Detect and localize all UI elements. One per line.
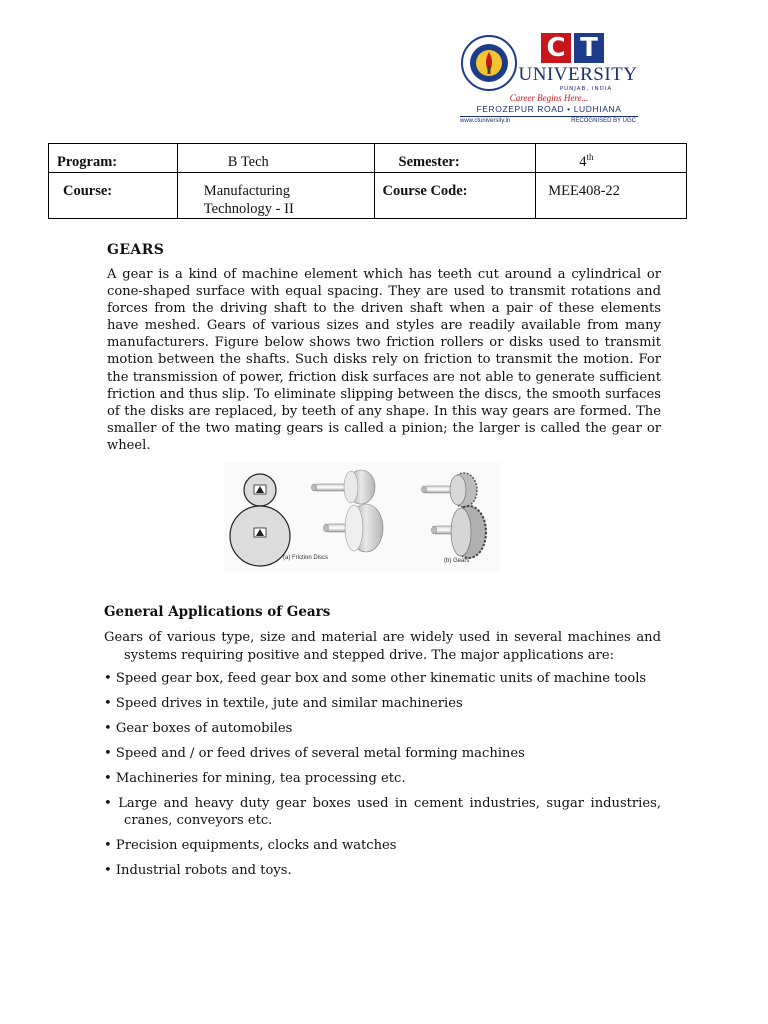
course-code-value: MEE408-22: [548, 183, 620, 199]
course-value: [178, 173, 374, 218]
gears-3d: [422, 473, 487, 558]
logo-recognition: RECOGNISED BY UGC: [571, 118, 636, 124]
list-item: • Speed drives in textile, jute and similar machineries: [104, 696, 463, 711]
logo-divider: [460, 116, 638, 117]
logo-letter-c: C: [541, 33, 571, 63]
program-label: Program:: [57, 154, 118, 170]
logo-state: PUNJAB, INDIA: [559, 86, 613, 92]
university-seal-icon: [461, 35, 517, 91]
course-value-line1: Manufacturing: [203, 183, 290, 199]
logo-university-name: UNIVERSITY: [518, 64, 638, 85]
semester-number: 4: [579, 153, 587, 170]
list-item: • Large and heavy duty gear boxes used in cement industries, sugar industries, cranes, conveyors etc.: [104, 796, 661, 828]
figure-caption-friction-discs: (a) Friction Discs: [283, 555, 329, 561]
list-item: • Speed and / or feed drives of several metal forming machines: [104, 746, 525, 761]
list-item: • Speed gear box, feed gear box and some other kinematic units of machine tools: [104, 671, 647, 686]
list-item: • Industrial robots and toys.: [104, 863, 292, 878]
table-row: [49, 173, 687, 219]
course-label: Course:: [63, 183, 113, 199]
logo-address: FEROZEPUR ROAD • LUDHIANA: [476, 104, 622, 114]
figure-caption-gears: (b) Gears: [444, 558, 470, 564]
semester-value: [536, 144, 686, 171]
course-info-table: [48, 143, 687, 219]
table-row: [49, 144, 687, 173]
logo-tagline: Career Begins Here...: [509, 93, 589, 103]
university-logo: [458, 33, 640, 128]
friction-disc-schematic: [230, 474, 290, 566]
program-value: B Tech: [227, 154, 269, 170]
friction-disc-3d: [312, 470, 384, 552]
applications-intro: Gears of various type, size and material are widely used in several machines and systems requiring positive and stepped drive. The major applications are:: [104, 630, 661, 663]
logo-ct-mark: [541, 33, 604, 63]
applications-list: [104, 670, 661, 887]
list-item: • Gear boxes of automobiles: [104, 721, 293, 736]
semester-label: Semester:: [398, 154, 460, 170]
list-item: • Machineries for mining, tea processing etc.: [104, 771, 406, 786]
gears-heading: GEARS: [107, 242, 165, 258]
list-item: • Precision equipments, clocks and watches: [104, 838, 397, 853]
gears-figure: [224, 462, 500, 572]
course-value-line2: Technology - II: [203, 201, 294, 217]
applications-heading: General Applications of Gears: [104, 604, 331, 620]
logo-letter-t: T: [574, 33, 604, 63]
logo-website: www.ctuniversity.in: [460, 118, 511, 124]
gears-paragraph: A gear is a kind of machine element which has teeth cut around a cylindrical or cone-shaped surface with equal spacing. They are used to transmit rotations and forces from the driving shaft to the driven shaft when a pair of these elements have meshed. Gears of various sizes and styles are readily available from many manufacturers. Figure below shows two friction rollers or disks used to transmit motion between the shafts. Such disks rely on friction to transmit the motion. For the transmission of power, friction disk surfaces are not able to generate sufficient friction and thus slip. To eliminate slipping between the discs, the smooth surfaces of the disks are replaced, by teeth of any shape. In this way gears are formed. The smaller of the two mating gears is called a pinion; the larger is called the gear or wheel.: [107, 267, 661, 453]
course-code-label: Course Code:: [382, 183, 468, 199]
semester-suffix: th: [586, 152, 594, 162]
